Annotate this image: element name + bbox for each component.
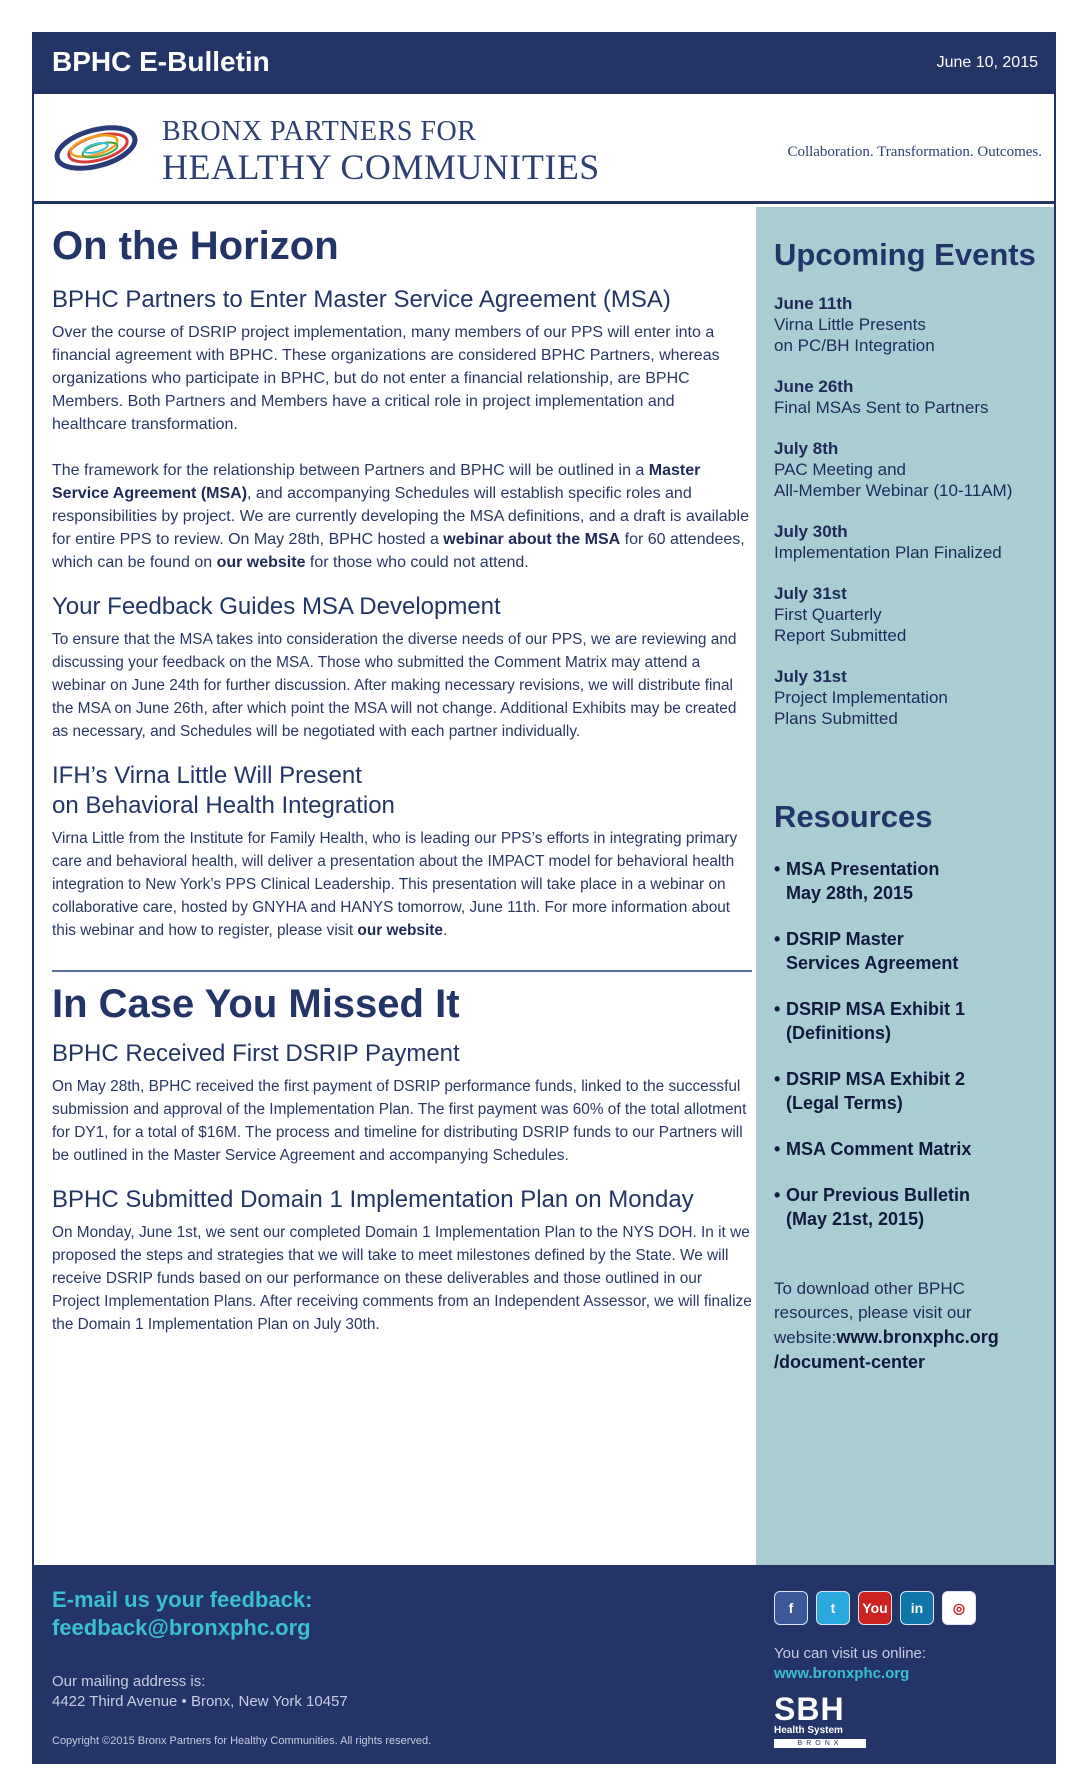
event-item [774,666,1044,729]
social-links [774,1591,976,1625]
sbh-logo [774,1693,866,1751]
section-title-horizon: On the Horizon [52,224,339,268]
visit-label: You can visit us online: [774,1645,927,1662]
resource-label: DSRIP Master Services Agreement [786,929,959,973]
copyright: Copyright ©2015 Bronx Partners for Healthy Communities. All rights reserved. [52,1735,432,1747]
event-item [774,438,1044,501]
event-item [774,293,1044,356]
document-center-link[interactable]: /document-center [774,1352,926,1372]
article-paragraph [52,827,752,942]
event-date: July 31st [774,667,847,686]
text-run: The framework for the relationship between Partners and BPHC will be outlined in a [52,462,649,479]
article-title-payment: BPHC Received First DSRIP Payment [52,1040,460,1067]
section-divider [52,970,752,972]
feedback-email-link[interactable]: feedback@bronxphc.org [52,1615,311,1640]
event-line: First Quarterly [774,605,882,624]
event-line: Report Submitted [774,626,907,645]
header-bar [34,34,1054,94]
org-name-line2: HEALTHY COMMUNITIES [162,147,600,187]
mailing-label: Our mailing address is: [52,1673,206,1690]
document-center-link[interactable]: www.bronxphc.org [836,1327,999,1347]
resource-label: MSA Presentation May 28th, 2015 [786,859,940,903]
event-line: Final MSAs Sent to Partners [774,398,989,417]
resource-label: MSA Comment Matrix [786,1139,972,1159]
event-item [774,376,1044,418]
twitter-icon[interactable]: t [816,1591,850,1625]
resource-link[interactable] [774,1183,1044,1231]
sbh-logo-text: SBH [774,1691,845,1727]
bulletin-frame [32,32,1056,1764]
feedback-heading: E-mail us your feedback: [52,1587,313,1612]
resources-title: Resources [774,799,933,834]
resources-list [774,857,1044,1231]
event-item [774,521,1044,563]
text-run: Virna Little from the Institute for Family Health, who is leading our PPS’s efforts in integrating primary care and behavioral health, will deliver a presentation about the IMPACT model for behavioral health integration to New York’s PPS Clinical Leadership. This presentation will take place in a webinar on collaborative care, hosted by GNYHA and HANYS tomorrow, June 11th. For more information about this webinar and how to register, please visit [52,830,738,939]
resource-link[interactable] [774,997,1044,1045]
bullet-icon: • [774,929,781,949]
text-run: , and accompanying Schedules will establish specific roles and responsibilities by project. We are currently developing the MSA definitions, and a draft is available for entire PPS to review. On May 28th, BPHC hosted a [52,485,749,548]
tagline: Collaboration. Transformation. Outcomes. [787,144,1042,160]
article-paragraph: To ensure that the MSA takes into consideration the diverse needs of our PPS, we are reviewing and discussing your feedback on the MSA. Those who submitted the Comment Matrix may attend a webinar on June 24th for further discussion. After making necessary revisions, we will distribute final the MSA on June 26th, after which point the MSA will not change. Additional Exhibits may be created as necessary, and Schedules will be negotiated with each partner individually. [52,631,737,740]
org-name-line1: BRONX PARTNERS FOR [162,116,477,147]
event-date: July 31st [774,584,847,603]
resource-label: DSRIP MSA Exhibit 2 (Legal Terms) [786,1069,966,1113]
event-line: Plans Submitted [774,709,898,728]
download-text: To download other BPHC resources, please visit our website: [774,1279,972,1347]
sidebar [756,207,1054,1565]
event-date: June 26th [774,377,854,396]
bullet-icon: • [774,859,781,879]
event-date: June 11th [774,294,853,313]
article-title-msa: BPHC Partners to Enter Master Service Agreement (MSA) [52,286,671,313]
main-column [52,224,752,1336]
bullet-icon: • [774,1139,781,1159]
event-line: All-Member Webinar (10-11AM) [774,481,1013,500]
website-link[interactable]: our website [216,554,306,571]
text-run: . [442,922,448,939]
download-note [774,1277,1044,1375]
event-line: PAC Meeting and [774,460,906,479]
logo-band [34,94,1054,204]
article-paragraph [52,459,752,574]
article-paragraph: Over the course of DSRIP project implementation, many members of our PPS will enter into a financial agreement with BPHC. These organizations are considered BPHC Partners, whereas organizations who participate in BPHC, but do not enter a financial relationship, are BPHC Members. Both Partners and Members have a critical role in project implementation and healthcare transformation. [52,324,720,433]
facebook-icon[interactable]: f [774,1591,808,1625]
sbh-logo-location: BRONX [774,1739,866,1748]
event-date: July 8th [774,439,839,458]
bphc-logo-icon[interactable]: ◎ [942,1591,976,1625]
resource-link[interactable] [774,927,1044,975]
resource-link[interactable] [774,857,1044,905]
bullet-icon: • [774,999,781,1019]
event-line: Virna Little Presents [774,315,926,334]
title-line: on Behavioral Health Integration [52,792,395,819]
bullet-icon: • [774,1185,781,1205]
resource-link[interactable] [774,1137,1044,1161]
event-item [774,583,1044,646]
webinar-link[interactable]: webinar about the MSA [443,531,621,548]
youtube-icon[interactable]: You [858,1591,892,1625]
section-title-missed: In Case You Missed It [52,982,460,1026]
resource-label: Our Previous Bulletin (May 21st, 2015) [786,1185,971,1229]
events-list [774,293,1044,729]
bulletin-date: June 10, 2015 [936,54,1038,71]
resource-link[interactable] [774,1067,1044,1115]
article-title-domain1: BPHC Submitted Domain 1 Implementation Plan on Monday [52,1186,694,1213]
events-title: Upcoming Events [774,237,1036,272]
footer [34,1565,1054,1762]
event-line: Implementation Plan Finalized [774,543,1002,562]
sidebar-content [774,237,1044,1375]
msa-link[interactable]: Master Service Agreement (MSA) [52,462,701,502]
bullet-icon: • [774,1069,781,1089]
resource-label: DSRIP MSA Exhibit 1 (Definitions) [786,999,966,1043]
bulletin-title: BPHC E-Bulletin [52,46,270,77]
bphc-logo-icon [48,116,144,180]
website-link[interactable]: www.bronxphc.org [774,1665,910,1682]
article-title-feedback: Your Feedback Guides MSA Development [52,593,501,620]
title-line: IFH’s Virna Little Will Present [52,762,362,789]
sbh-logo-subtext: Health System [774,1725,843,1736]
event-line: on PC/BH Integration [774,336,935,355]
article-paragraph: On Monday, June 1st, we sent our completed Domain 1 Implementation Plan to the NYS DOH. In it we proposed the steps and strategies that we will take to meet milestones defined by the State. We will receive DSRIP funds based on our performance on these deliverables and those outlined in our Project Implementation Plans. After receiving comments from an Independent Assessor, we will finalize the Domain 1 Implementation Plan on July 30th. [52,1224,752,1333]
website-link[interactable]: our website [357,922,443,939]
event-date: July 30th [774,522,848,541]
text-run: for 60 attendees, which can be found on [52,531,745,571]
event-line: Project Implementation [774,688,948,707]
article-paragraph: On May 28th, BPHC received the first payment of DSRIP performance funds, linked to the successful submission and approval of the Implementation Plan. The first payment was 60% of the total allotment for DY1, for a total of $16M. The process and timeline for distributing DSRIP funds to our Partners will be outlined in the Master Service Agreement and accompanying Schedules. [52,1078,747,1164]
article-title-virna [52,761,752,821]
text-run: for those who could not attend. [305,554,529,571]
linkedin-icon[interactable]: in [900,1591,934,1625]
mailing-address: 4422 Third Avenue • Bronx, New York 10457 [52,1693,348,1710]
